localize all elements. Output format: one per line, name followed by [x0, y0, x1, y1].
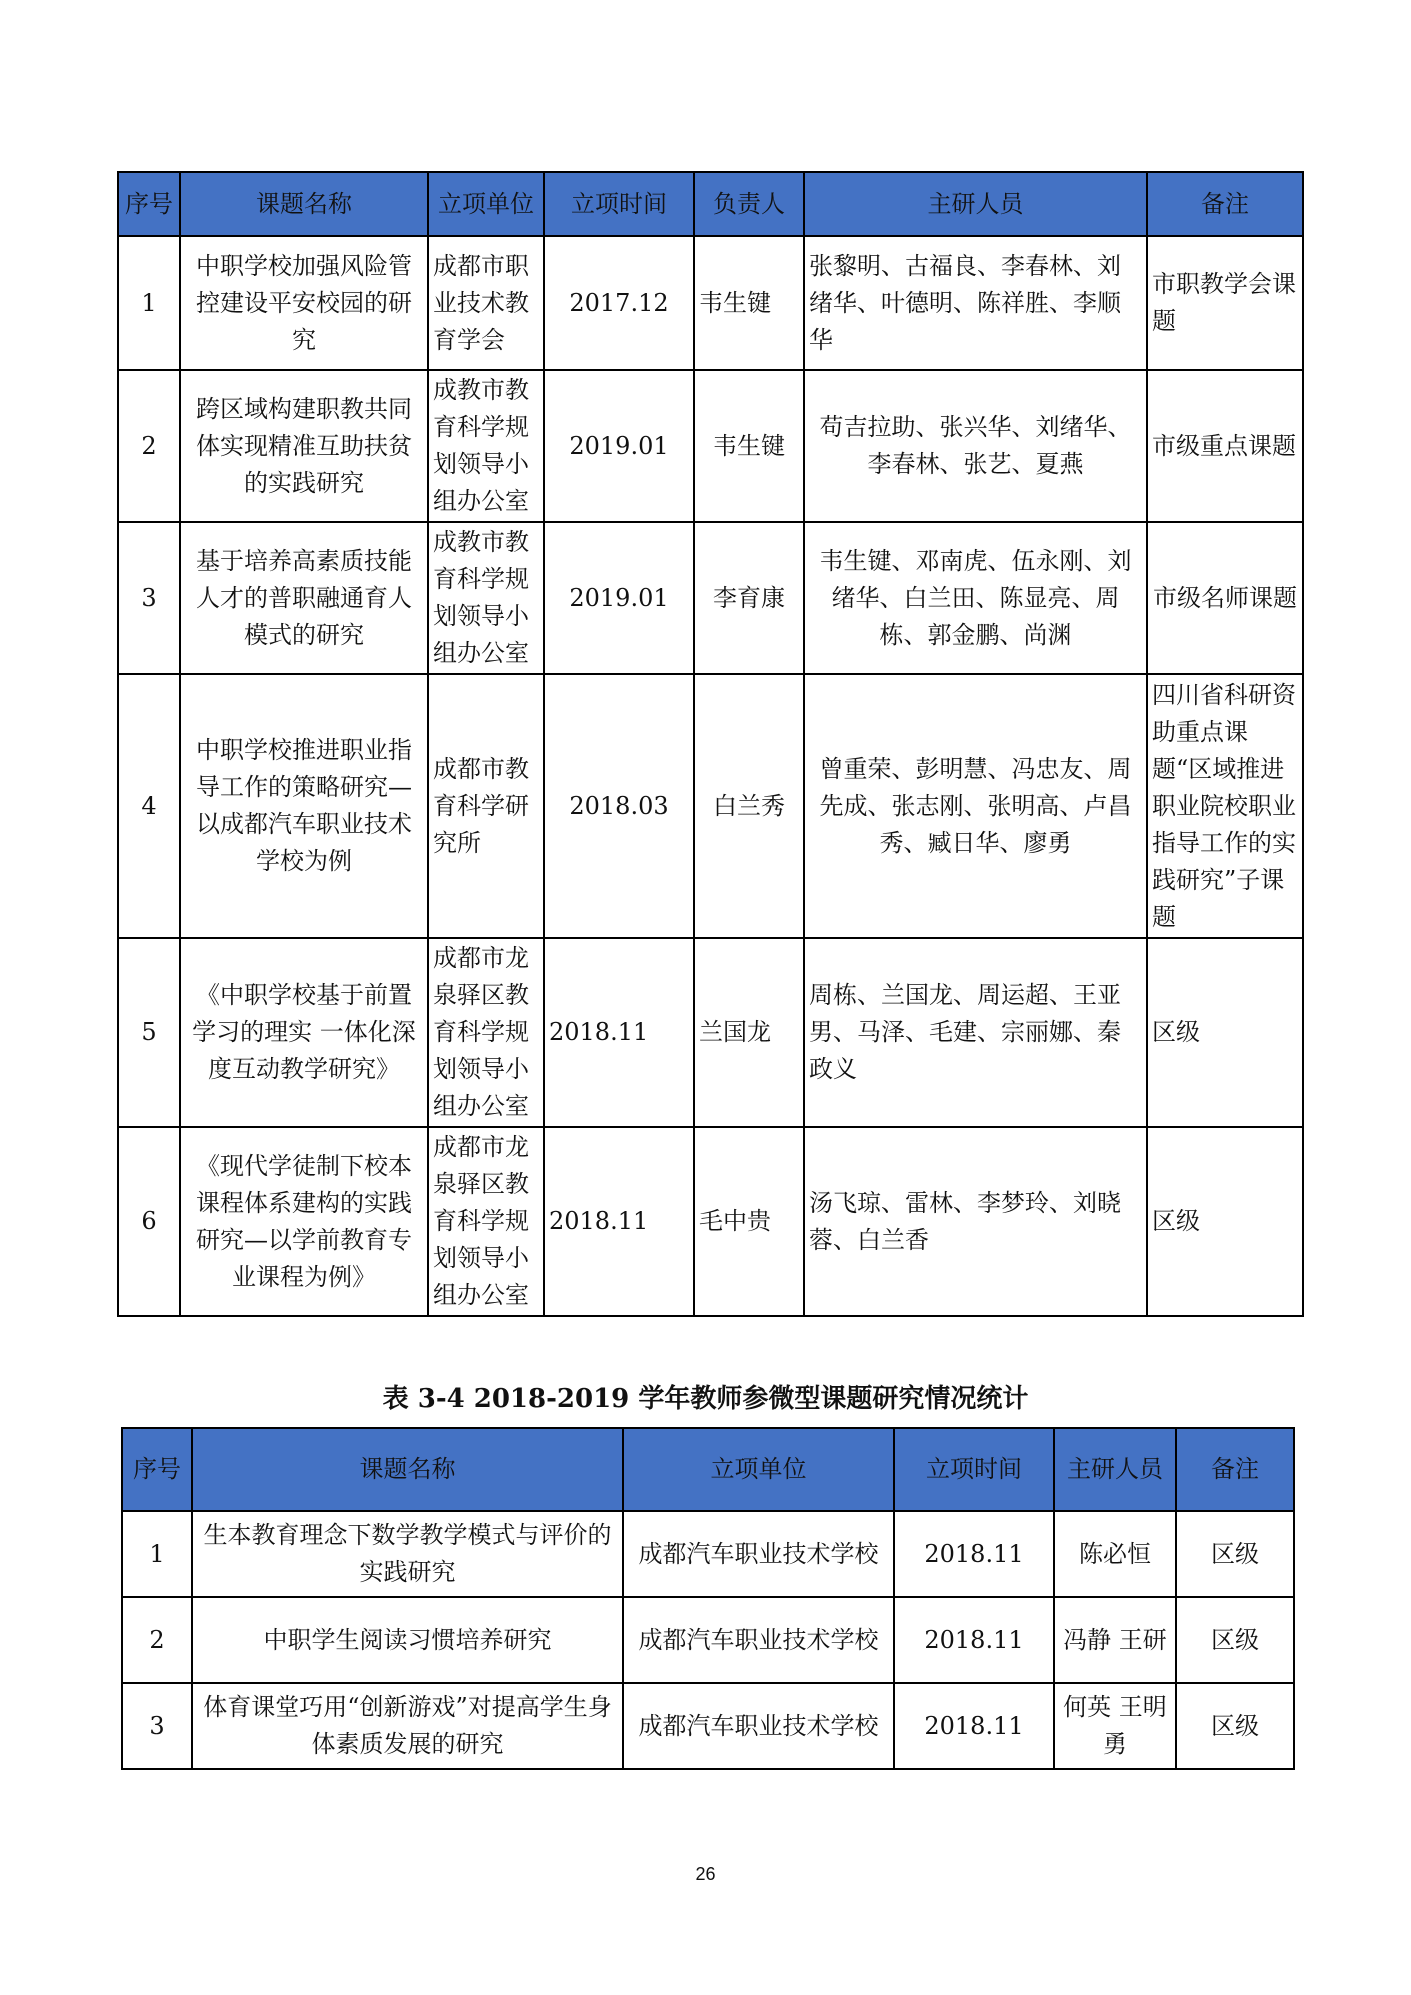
topic-table-1: [117, 171, 1304, 1317]
project-date: 2017.12: [544, 236, 694, 370]
note: 四川省科研资助重点课题“区域推进职业院校职业指导工作的实践研究”子课题: [1147, 674, 1303, 938]
header-cell: 序号: [118, 172, 180, 236]
topic-name: 《中职学校基于前置学习的理实 一体化深度互动教学研究》: [180, 938, 428, 1127]
leader: 韦生键: [694, 236, 804, 370]
main-researchers: 周栋、兰国龙、周运超、王亚男、马泽、毛建、宗丽娜、秦政义: [804, 938, 1147, 1127]
note: 区级: [1176, 1597, 1294, 1683]
topic-name: 体育课堂巧用“创新游戏”对提高学生身体素质发展的研究: [192, 1683, 623, 1769]
project-unit: 成教市教育科学规划领导小组办公室: [428, 370, 544, 522]
leader: 韦生键: [694, 370, 804, 522]
topic-name: 中职学校推进职业指导工作的策略研究—以成都汽车职业技术学校为例: [180, 674, 428, 938]
project-date: 2019.01: [544, 522, 694, 674]
leader: 兰国龙: [694, 938, 804, 1127]
main-researchers: 何英 王明勇: [1054, 1683, 1176, 1769]
note: 区级: [1147, 1127, 1303, 1316]
project-date: 2018.11: [544, 938, 694, 1127]
project-date: 2018.11: [894, 1511, 1054, 1597]
main-researchers: 陈必恒: [1054, 1511, 1176, 1597]
row-number: 2: [118, 370, 180, 522]
row-number: 3: [118, 522, 180, 674]
table-caption: 表 3-4 2018-2019 学年教师参微型课题研究情况统计: [382, 1384, 1029, 1414]
table-header-row: [118, 172, 1303, 236]
row-number: 1: [122, 1511, 192, 1597]
project-unit: 成都市龙泉驿区教育科学规划领导小组办公室: [428, 938, 544, 1127]
row-number: 2: [122, 1597, 192, 1683]
note: 市级名师课题: [1147, 522, 1303, 674]
header-cell: 立项时间: [894, 1428, 1054, 1511]
table-row: [118, 1127, 1303, 1316]
note: 市职教学会课题: [1147, 236, 1303, 370]
main-researchers: 汤飞琼、雷林、李梦玲、刘晓蓉、白兰香: [804, 1127, 1147, 1316]
project-date: 2018.11: [894, 1683, 1054, 1769]
project-unit: 成都汽车职业技术学校: [623, 1683, 894, 1769]
table-row: [122, 1511, 1294, 1597]
project-unit: 成都市职业技术教育学会: [428, 236, 544, 370]
page-number: 26: [695, 1864, 716, 1884]
main-researchers: 冯静 王研: [1054, 1597, 1176, 1683]
main-researchers: 张黎明、古福良、李春林、刘绪华、叶德明、陈祥胜、李顺华: [804, 236, 1147, 370]
header-cell: 立项单位: [428, 172, 544, 236]
topic-name: 中职学校加强风险管控建设平安校园的研究: [180, 236, 428, 370]
project-unit: 成都汽车职业技术学校: [623, 1597, 894, 1683]
table-row: [118, 370, 1303, 522]
row-number: 1: [118, 236, 180, 370]
header-cell: 课题名称: [192, 1428, 623, 1511]
table-row: [122, 1683, 1294, 1769]
note: 区级: [1176, 1511, 1294, 1597]
note: 市级重点课题: [1147, 370, 1303, 522]
topic-name: 跨区域构建职教共同体实现精准互助扶贫的实践研究: [180, 370, 428, 522]
leader: 白兰秀: [694, 674, 804, 938]
row-number: 3: [122, 1683, 192, 1769]
topic-name: 基于培养高素质技能人才的普职融通育人模式的研究: [180, 522, 428, 674]
topic-table-2: [121, 1427, 1295, 1770]
leader: 毛中贵: [694, 1127, 804, 1316]
header-cell: 备注: [1147, 172, 1303, 236]
header-cell: 主研人员: [1054, 1428, 1176, 1511]
main-researchers: 韦生键、邓南虎、伍永刚、刘绪华、白兰田、陈显亮、周栋、郭金鹏、尚渊: [804, 522, 1147, 674]
table-row: [118, 522, 1303, 674]
header-cell: 立项单位: [623, 1428, 894, 1511]
table-row: [118, 674, 1303, 938]
topic-name: 中职学生阅读习惯培养研究: [192, 1597, 623, 1683]
project-date: 2019.01: [544, 370, 694, 522]
header-cell: 课题名称: [180, 172, 428, 236]
project-date: 2018.03: [544, 674, 694, 938]
project-unit: 成都市教育科学研究所: [428, 674, 544, 938]
project-date: 2018.11: [544, 1127, 694, 1316]
row-number: 5: [118, 938, 180, 1127]
header-cell: 负责人: [694, 172, 804, 236]
project-unit: 成都市龙泉驿区教育科学规划领导小组办公室: [428, 1127, 544, 1316]
project-unit: 成教市教育科学规划领导小组办公室: [428, 522, 544, 674]
header-cell: 主研人员: [804, 172, 1147, 236]
row-number: 6: [118, 1127, 180, 1316]
main-researchers: 曾重荣、彭明慧、冯忠友、周先成、张志刚、张明高、卢昌秀、臧日华、廖勇: [804, 674, 1147, 938]
topic-name: 《现代学徒制下校本课程体系建构的实践研究—以学前教育专业课程为例》: [180, 1127, 428, 1316]
main-researchers: 苟吉拉助、张兴华、刘绪华、李春林、张艺、夏燕: [804, 370, 1147, 522]
topic-name: 生本教育理念下数学教学模式与评价的实践研究: [192, 1511, 623, 1597]
project-date: 2018.11: [894, 1597, 1054, 1683]
table-row: [118, 236, 1303, 370]
table-header-row: [122, 1428, 1294, 1511]
project-unit: 成都汽车职业技术学校: [623, 1511, 894, 1597]
header-cell: 立项时间: [544, 172, 694, 236]
table-row: [122, 1597, 1294, 1683]
header-cell: 序号: [122, 1428, 192, 1511]
note: 区级: [1176, 1683, 1294, 1769]
table-row: [118, 938, 1303, 1127]
leader: 李育康: [694, 522, 804, 674]
row-number: 4: [118, 674, 180, 938]
note: 区级: [1147, 938, 1303, 1127]
header-cell: 备注: [1176, 1428, 1294, 1511]
